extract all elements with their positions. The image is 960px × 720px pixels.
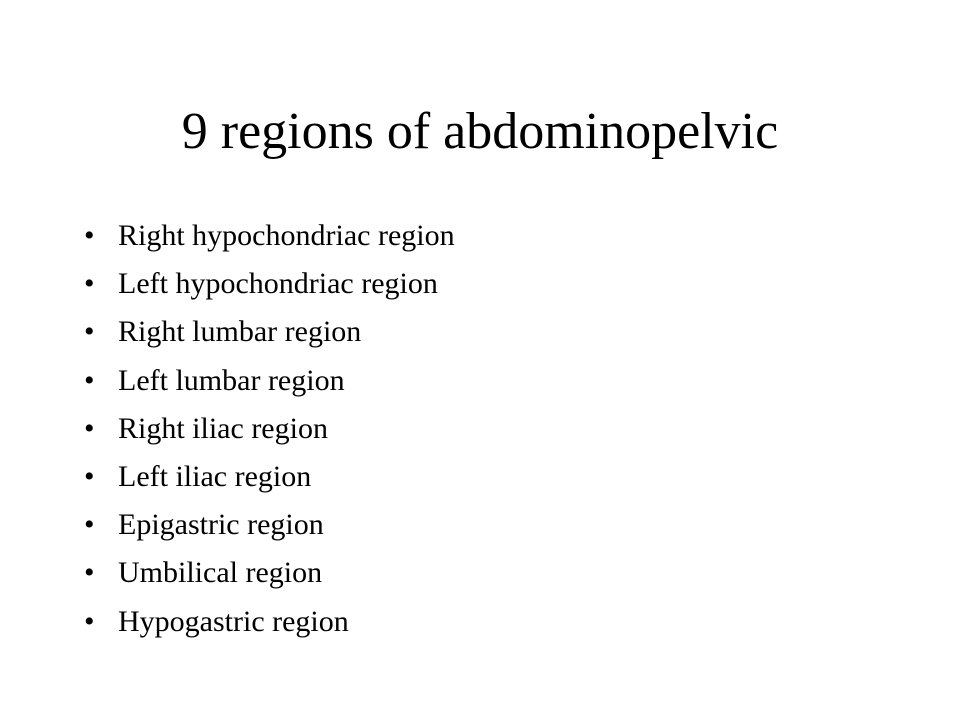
- bullet-icon: •: [84, 604, 95, 638]
- list-item: [84, 359, 455, 407]
- bullet-icon: •: [84, 315, 95, 349]
- list-item: [84, 455, 455, 503]
- list-item: [84, 551, 455, 599]
- list-item: [84, 600, 455, 648]
- bullet-icon: •: [84, 508, 95, 542]
- list-item: [84, 310, 455, 358]
- list-item-text: Epigastric region: [118, 508, 324, 542]
- bullet-icon: •: [84, 267, 95, 301]
- list-item-text: Left lumbar region: [118, 363, 345, 397]
- list-item: [84, 407, 455, 455]
- list-item-text: Right iliac region: [118, 411, 328, 445]
- list-item-text: Umbilical region: [118, 556, 323, 590]
- bullet-icon: •: [84, 556, 95, 590]
- bullet-icon: •: [84, 219, 95, 252]
- list-item-text: Left hypochondriac region: [118, 267, 438, 301]
- list-item: [84, 262, 455, 310]
- slide-title: 9 regions of abdominopelvic: [181, 103, 779, 160]
- bullet-icon: •: [84, 459, 95, 493]
- bullet-icon: •: [84, 363, 95, 397]
- list-item-text: Right lumbar region: [118, 315, 362, 349]
- bullet-icon: •: [84, 411, 95, 445]
- bullet-list: [84, 214, 455, 648]
- list-item: [84, 214, 455, 262]
- list-item-text: Left iliac region: [118, 459, 312, 493]
- list-item-text: Hypogastric region: [118, 604, 349, 638]
- list-item-text: Right hypochondriac region: [118, 219, 455, 252]
- list-item: [84, 503, 455, 551]
